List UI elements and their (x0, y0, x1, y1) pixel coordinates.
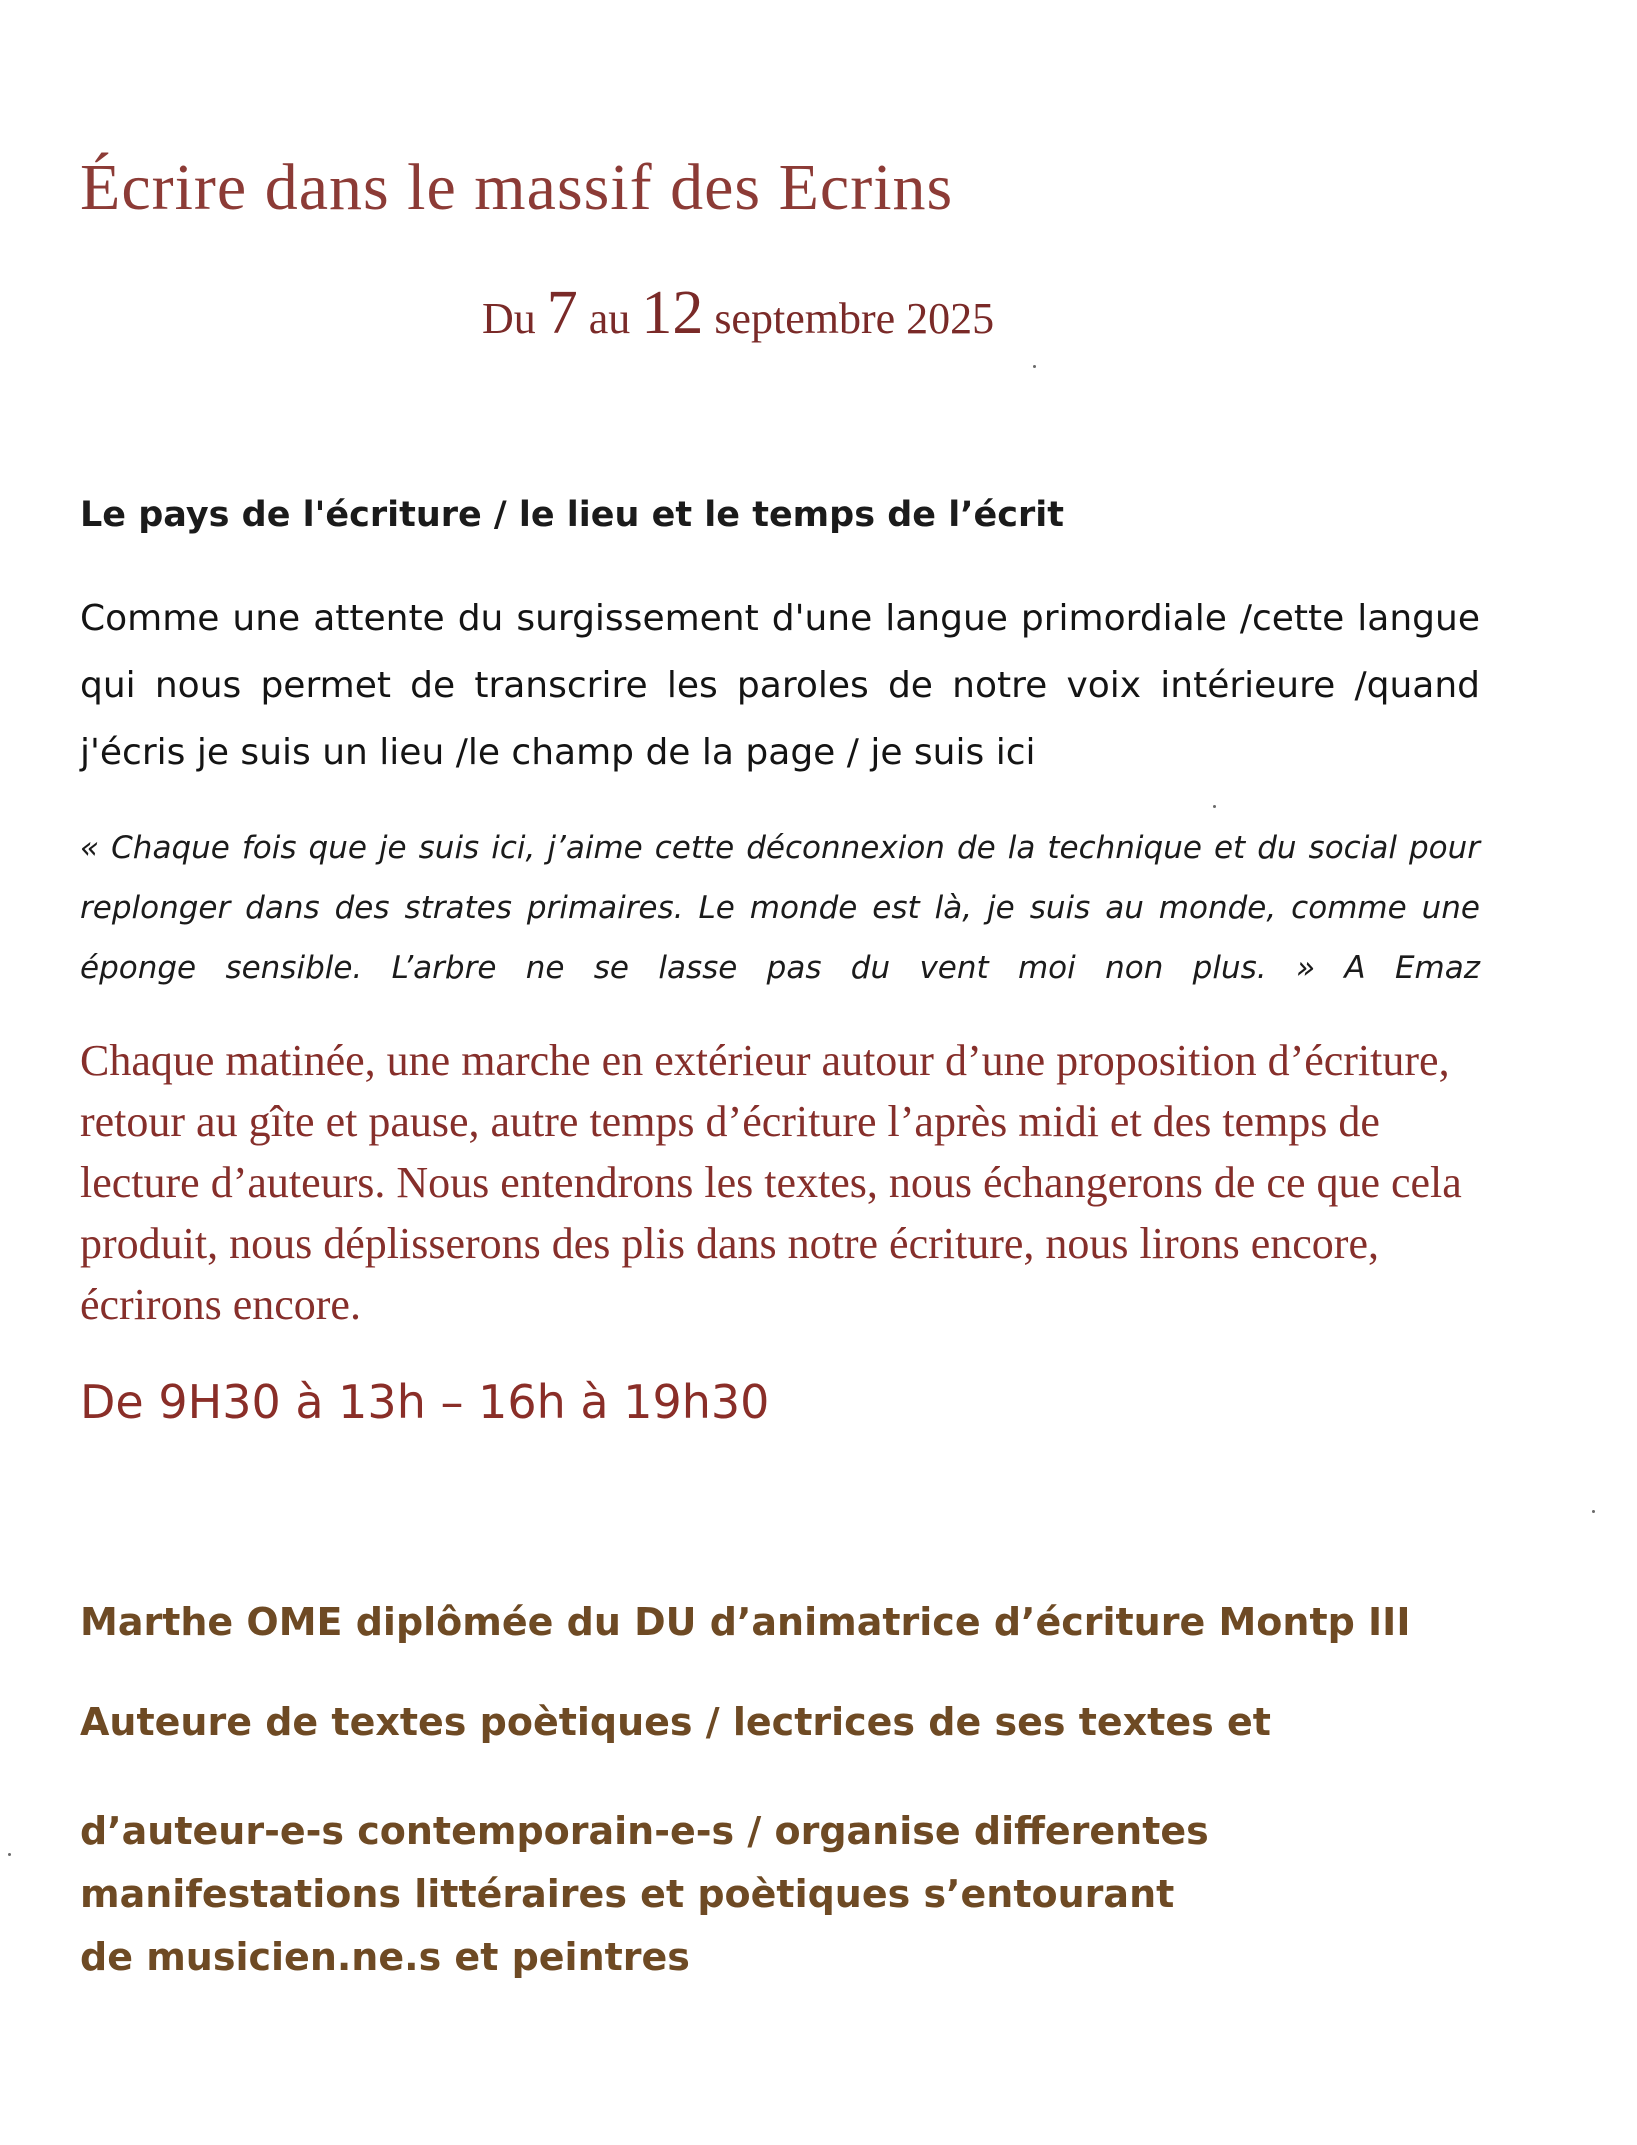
dates-middle: au (588, 294, 631, 343)
scan-speck (8, 1853, 11, 1856)
workshop-description: Chaque matinée, une marche en extérieur autour d’une proposition d’écriture, retour au gîte et pause, autre temps d’écriture l’après midi et des temps de lecture d’auteurs. Nous entendrons les textes, nous échangerons de ce que cela produit, nous déplisserons des plis dans notre écriture, nous lirons encore, écrirons encore. (80, 1036, 1462, 1329)
schedule-hours: De 9H30 à 13h – 16h à 19h30 (80, 1375, 770, 1429)
scan-speck (1033, 365, 1036, 368)
quote-paragraph: « Chaque fois que je suis ici, j’aime cette déconnexion de la technique et du social pour replonger dans des strates primaires. Le monde est là, je suis au monde, comme une éponge sensible. L’arbre ne se lasse pas du vent moi non plus. » A Emaz (80, 830, 1480, 986)
bio-line-3: d’auteur-e-s contemporain-e-s / organise differentes manifestations littéraires et poètiques s’entourant de musicien.ne.s et peintres (80, 1809, 1209, 1979)
end-day: 12 (641, 279, 704, 347)
page-title: Écrire dans le massif des Ecrins (80, 151, 954, 224)
dates-suffix: septembre 2025 (714, 294, 995, 343)
intro-paragraph: Comme une attente du surgissement d'une langue primordiale /cette langue qui nous permet de transcrire les paroles de notre voix intérieure /quand j'écris je suis un lieu /le champ de la page / je suis ici (80, 598, 1480, 773)
start-day: 7 (546, 279, 578, 347)
dates-prefix: Du (482, 294, 536, 343)
bio-line-1: Marthe OME diplômée du DU d’animatrice d’écriture Montp III (80, 1600, 1411, 1644)
bio-line-2: Auteure de textes poètiques / lectrices de ses textes et (80, 1700, 1271, 1744)
event-dates (482, 278, 994, 349)
scan-speck (1213, 805, 1216, 808)
section-heading: Le pays de l'écriture / le lieu et le temps de l’écrit (80, 495, 1064, 535)
scan-speck (1592, 1510, 1595, 1513)
